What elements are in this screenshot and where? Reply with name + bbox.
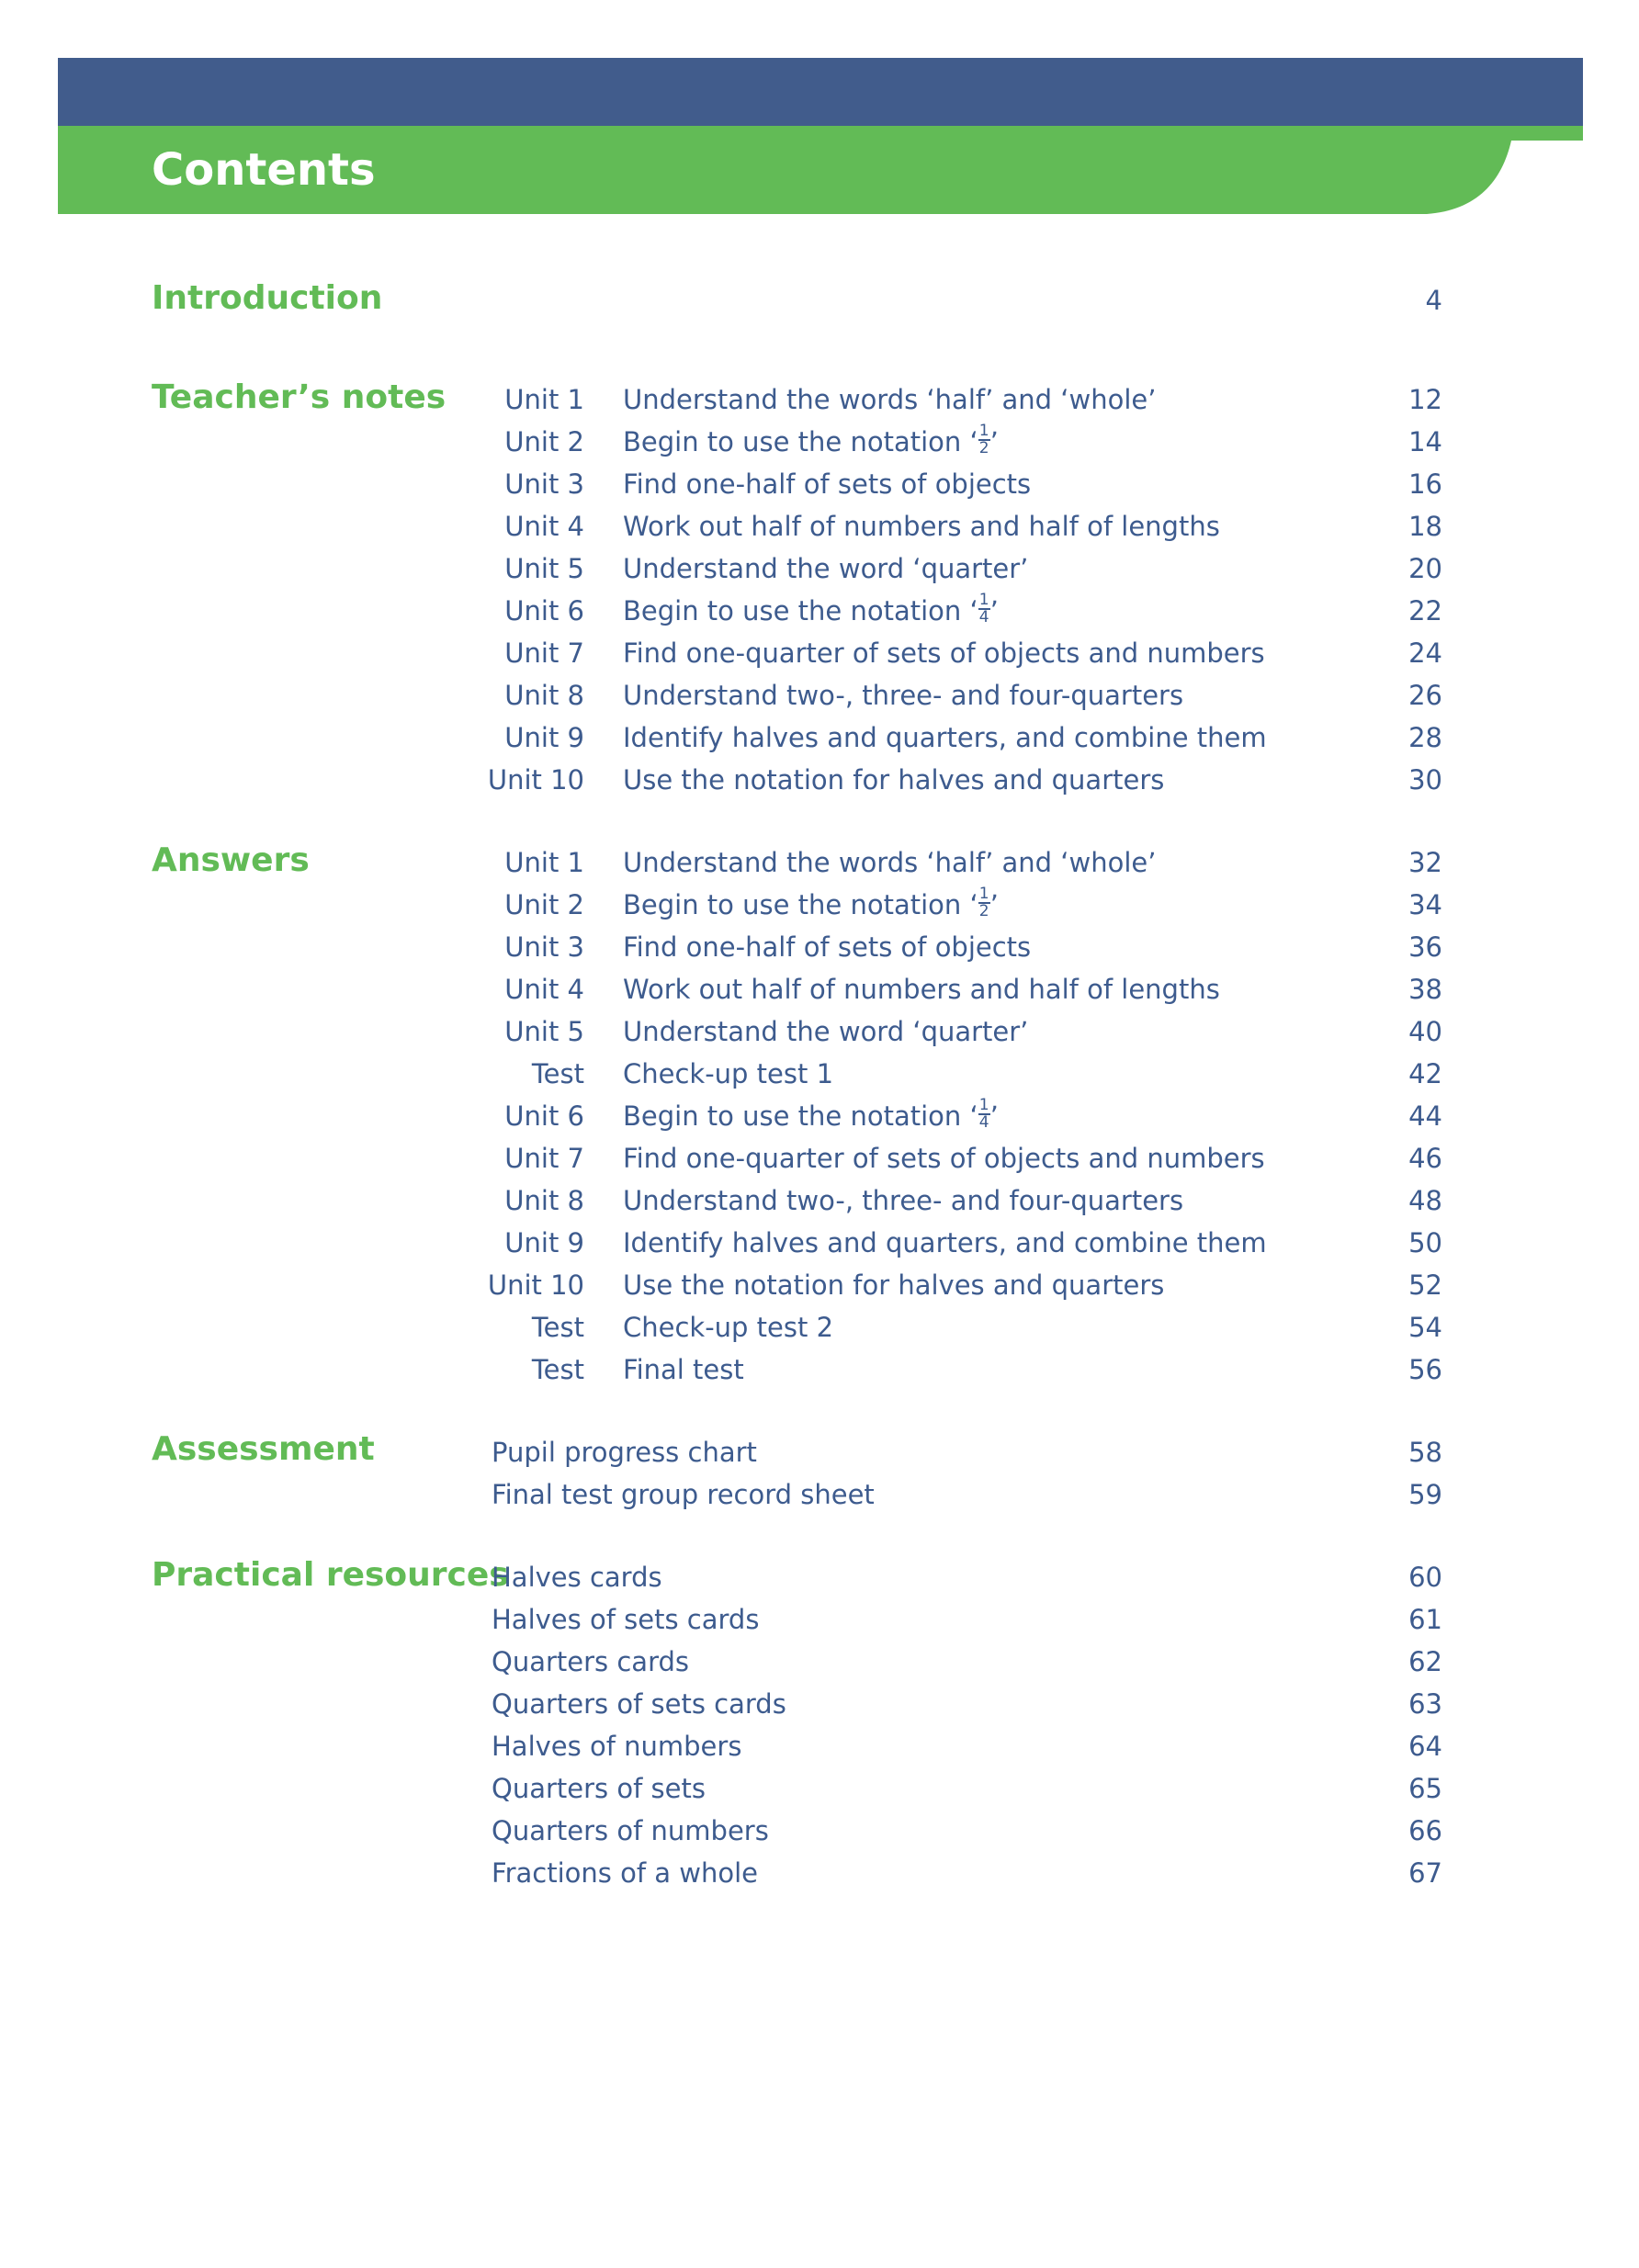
entry-title: Identify halves and quarters, and combine them [623, 1227, 1267, 1258]
page-number: 65 [1408, 1773, 1442, 1804]
entry-title: Final test [623, 1354, 744, 1385]
fraction-numerator: 1 [978, 1096, 989, 1114]
page-number: 48 [1408, 1185, 1442, 1216]
page-number: 56 [1408, 1354, 1442, 1385]
toc-entry[interactable] [0, 1473, 1639, 1516]
entry-title: Quarters cards [492, 1646, 690, 1677]
toc-entry[interactable] [0, 1137, 1639, 1179]
toc-entry[interactable] [0, 1767, 1639, 1810]
entry-title: Find one-quarter of sets of objects and numbers [623, 1143, 1265, 1174]
page-number: 28 [1408, 722, 1442, 753]
page-number: 14 [1408, 426, 1442, 457]
entry-title: Find one-half of sets of objects [623, 468, 1032, 500]
toc-entry[interactable] [0, 674, 1639, 717]
entry-title: Use the notation for halves and quarters [623, 1269, 1165, 1301]
page-number: 66 [1408, 1815, 1442, 1846]
unit-label: Unit 7 [504, 638, 584, 669]
toc-entry[interactable] [0, 463, 1639, 505]
page-number: 63 [1408, 1688, 1442, 1720]
fraction-denominator: 4 [978, 1113, 989, 1132]
entry-title: Understand the words ‘half’ and ‘whole’ [623, 847, 1157, 878]
entry-title: Understand two-, three- and four-quarters [623, 680, 1184, 711]
entry-title: Halves of numbers [492, 1731, 742, 1762]
entry-title: Understand the word ‘quarter’ [623, 1016, 1029, 1047]
entry-title: Understand the words ‘half’ and ‘whole’ [623, 384, 1157, 415]
entry-title: Use the notation for halves and quarters [623, 764, 1165, 795]
page-number: 50 [1408, 1227, 1442, 1258]
unit-label: Unit 6 [504, 1100, 584, 1132]
fraction-denominator: 2 [978, 439, 989, 457]
entry-title: Find one-half of sets of objects [623, 931, 1032, 963]
page-number: 24 [1408, 638, 1442, 669]
toc-entry-introduction[interactable] [0, 279, 1639, 322]
entry-title: Identify halves and quarters, and combine them [623, 722, 1267, 753]
entry-title: Fractions of a whole [492, 1857, 758, 1889]
entry-title: Understand two-, three- and four-quarters [623, 1185, 1184, 1216]
section-label-answers: Answers [152, 841, 310, 879]
fraction-denominator: 4 [978, 608, 989, 626]
toc-entry[interactable] [0, 717, 1639, 759]
fraction-numerator: 1 [978, 885, 989, 903]
unit-label: Unit 4 [504, 511, 584, 542]
page-number: 42 [1408, 1058, 1442, 1089]
entry-title: Halves cards [492, 1562, 662, 1593]
toc-entry[interactable] [0, 1222, 1639, 1264]
toc-entry[interactable] [0, 1683, 1639, 1725]
unit-label: Unit 5 [504, 1016, 584, 1047]
toc-entry[interactable] [0, 926, 1639, 968]
fraction-numerator: 1 [978, 422, 989, 440]
toc-entry[interactable] [0, 1053, 1639, 1095]
unit-label: Unit 2 [504, 426, 584, 457]
entry-title: Check-up test 1 [623, 1058, 834, 1089]
page-number: 44 [1408, 1100, 1442, 1132]
toc-entry[interactable] [0, 1852, 1639, 1894]
unit-label: Unit 10 [487, 764, 584, 795]
toc-entry[interactable] [0, 884, 1639, 926]
unit-label: Unit 1 [504, 384, 584, 415]
page-number: 32 [1408, 847, 1442, 878]
page-number: 61 [1408, 1604, 1442, 1635]
toc-entry[interactable] [0, 1431, 1639, 1473]
toc-entry[interactable] [0, 1725, 1639, 1767]
page-number: 60 [1408, 1562, 1442, 1593]
page-title: Contents [152, 144, 376, 196]
page-number: 16 [1408, 468, 1442, 500]
entry-title: Work out half of numbers and half of lengths [623, 511, 1220, 542]
page-number: 26 [1408, 680, 1442, 711]
toc-entry[interactable] [0, 505, 1639, 547]
entry-title: Quarters of sets cards [492, 1688, 786, 1720]
toc-entry[interactable] [0, 968, 1639, 1010]
unit-label: Test [531, 1354, 584, 1385]
unit-label: Unit 4 [504, 974, 584, 1005]
toc-entry[interactable] [0, 547, 1639, 590]
fraction [978, 423, 990, 457]
page-number: 62 [1408, 1646, 1442, 1677]
page-number: 20 [1408, 553, 1442, 584]
toc-entry[interactable] [0, 1306, 1639, 1348]
toc-entry[interactable] [0, 841, 1639, 884]
toc-entry[interactable] [0, 1556, 1639, 1598]
section-label-practical-resources: Practical resources [152, 1556, 509, 1594]
entry-title: Begin to use the notation ‘ $\frac{1}{2}$ ’ [623, 422, 999, 457]
section-label-assessment: Assessment [152, 1430, 375, 1468]
fraction [978, 886, 990, 920]
unit-label: Test [531, 1312, 584, 1343]
unit-label: Test [531, 1058, 584, 1089]
unit-label: Unit 8 [504, 680, 584, 711]
unit-label: Unit 6 [504, 595, 584, 626]
entry-title: Quarters of sets [492, 1773, 706, 1804]
unit-label: Unit 5 [504, 553, 584, 584]
unit-label: Unit 10 [487, 1269, 584, 1301]
entry-title: Quarters of numbers [492, 1815, 769, 1846]
page-number: 58 [1408, 1437, 1442, 1468]
page-number: 67 [1408, 1857, 1442, 1889]
fraction-denominator: 2 [978, 902, 989, 920]
entry-title: Check-up test 2 [623, 1312, 834, 1343]
toc-entry[interactable] [0, 1348, 1639, 1391]
page-number: 46 [1408, 1143, 1442, 1174]
section-label-teachers-notes: Teacher’s notes [152, 378, 446, 416]
unit-label: Unit 7 [504, 1143, 584, 1174]
page-number: 40 [1408, 1016, 1442, 1047]
entry-title: Begin to use the notation ‘ $\frac{1}{4}$ ’ [623, 591, 999, 626]
toc-entry[interactable] [0, 378, 1639, 421]
entry-title: Halves of sets cards [492, 1604, 760, 1635]
fraction [978, 592, 990, 626]
unit-label: Unit 3 [504, 468, 584, 500]
toc-entry[interactable] [0, 632, 1639, 674]
section-label-introduction: Introduction [152, 279, 383, 317]
page-number: 34 [1408, 889, 1442, 920]
page-number: 54 [1408, 1312, 1442, 1343]
page-number: 38 [1408, 974, 1442, 1005]
toc-entry[interactable] [0, 1641, 1639, 1683]
page-number: 52 [1408, 1269, 1442, 1301]
unit-label: Unit 3 [504, 931, 584, 963]
unit-label: Unit 2 [504, 889, 584, 920]
toc-entry[interactable] [0, 1095, 1639, 1137]
toc-entry[interactable] [0, 1264, 1639, 1306]
page-number: 4 [1425, 285, 1442, 316]
page-number: 64 [1408, 1731, 1442, 1762]
header-bar [58, 58, 1583, 126]
unit-label: Unit 9 [504, 722, 584, 753]
entry-title: Work out half of numbers and half of lengths [623, 974, 1220, 1005]
entry-title: Find one-quarter of sets of objects and numbers [623, 638, 1265, 669]
toc-entry[interactable] [0, 590, 1639, 632]
page-number: 30 [1408, 764, 1442, 795]
entry-title: Begin to use the notation ‘ $\frac{1}{2}$ ’ [623, 885, 999, 920]
toc-entry[interactable] [0, 1010, 1639, 1053]
page-number: 36 [1408, 931, 1442, 963]
page-number: 22 [1408, 595, 1442, 626]
page-number: 18 [1408, 511, 1442, 542]
toc-entry[interactable] [0, 421, 1639, 463]
entry-title: Final test group record sheet [492, 1479, 875, 1510]
toc-entry[interactable] [0, 1179, 1639, 1222]
toc-entry[interactable] [0, 759, 1639, 801]
unit-label: Unit 9 [504, 1227, 584, 1258]
entry-title: Begin to use the notation ‘ $\frac{1}{4}$ ’ [623, 1096, 999, 1132]
toc-entry[interactable] [0, 1598, 1639, 1641]
fraction-numerator: 1 [978, 591, 989, 609]
entry-title: Understand the word ‘quarter’ [623, 553, 1029, 584]
page-number: 12 [1408, 384, 1442, 415]
unit-label: Unit 1 [504, 847, 584, 878]
fraction [978, 1098, 990, 1131]
entry-title: Pupil progress chart [492, 1437, 757, 1468]
toc-entry[interactable] [0, 1810, 1639, 1852]
unit-label: Unit 8 [504, 1185, 584, 1216]
page-number: 59 [1408, 1479, 1442, 1510]
